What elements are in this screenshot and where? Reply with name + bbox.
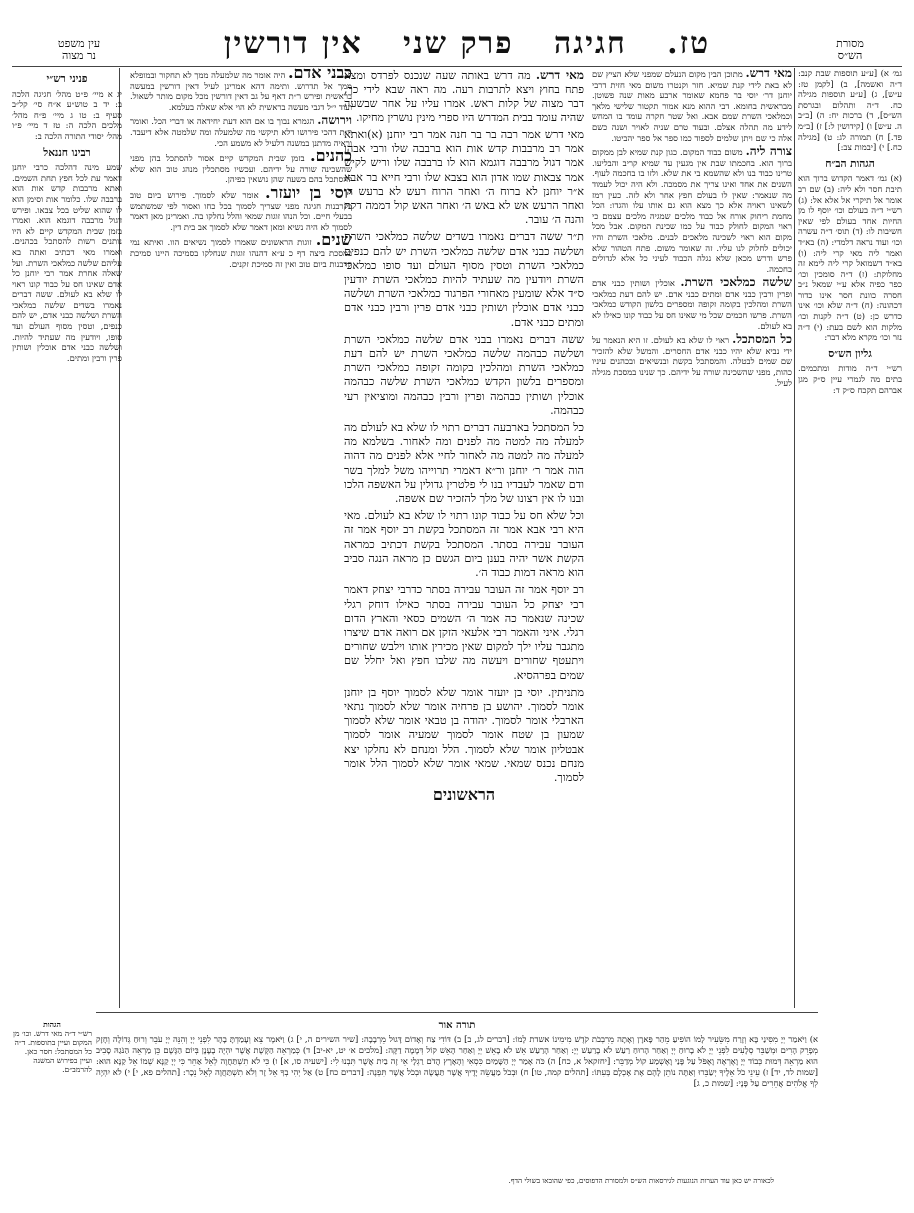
bottom-note: לכאורה יש כאן עוד הערות הנוגעות לגירסאות הש״ס ולמסורת הדפוסים, כפי שהובאו בשולי הדף. xyxy=(508,1176,774,1185)
tosafot-text-1: היה אומר מה שלמעלה ממך לא תחקור ובמופלא ממך אל תדרוש. ותימה דהא אמרינן לעיל דאין דורשין במעשה בראשית ופירש ר״ת דאף על גב דאין דורשין מכל מקום מותר לשאול. ועוד י״ל דגבי מעשה בראשית לא הוי אלא שאלה בעלמא. xyxy=(130,70,352,112)
hagahot-title: הגהות הב״ח xyxy=(825,157,875,170)
tosafot-text-5: זוגות הראשונים שאמרו לסמוך נשיאים הוו. ואיתא נמי במסכת ביצה דף כ ע״א דהנהו זוגות שנחלקו בסמיכה היינו סמיכת קרבנות ביום טוב ואין זה סמיכת זקנים. xyxy=(130,237,352,269)
ein-mishpat-column xyxy=(12,68,122,1008)
gemara-p2: ת״ר ששה דברים נאמרו בשדים שלשה כמלאכי השרת ושלשה כבני אדם שלשה כמלאכי השרת יש להם כנפים כמלאכי השרת וטסין מסוף העולם ועד סופו כמלאכי השרת ויודעין מה שעתיד להיות כמלאכי השרת יודעין ס״ד אלא שומעין מאחורי הפרגוד כמלאכי השרת ושלשה כבני אדם אוכלין ושותין כבני אדם פרין ורבין כבני אדם ומתים כבני אדם. xyxy=(344,230,584,329)
ein-text-2: שמע מינה דהלכה כרבי יוחנן דאמר עת לכל חפץ תחת השמים. ואתא מרבבות קדש אות הוא ברבבה שלו. כלומר אות וסימן הוא לו שהוא שליט בכל צבאו. ופירש דגול מרבבה דוגמא הוא. ואמרו בזמן שבית המקדש קיים לא היו נותנים רשות להסתכל בכהנים. ואמרו מאי דכתיב ואתה בא עליהם שלשה כמלאכי השרת. ועל שאלה אחרת אמר רבי יוחנן כל אדם שאינו חס על כבוד קונו ראוי לו שלא בא לעולם. ששה דברים נאמרו בשדים שלשה כמלאכי השרת ושלשה כבני אדם, יש להם כנפים, וטסין מסוף העולם ועד סופו, ויודעין מה שעתיד להיות. ושלשה כבני אדם אוכלין ושותין פרין ורבין ומתים. xyxy=(12,162,122,363)
tosafot-dh-3: כהנים. xyxy=(310,146,352,166)
torah-or xyxy=(96,1020,818,1170)
masoret-column xyxy=(798,68,902,1008)
ein-mishpat-label: עין משפט נר מצוה xyxy=(57,37,101,62)
rashi-column xyxy=(592,68,792,1008)
footnote-text: רש״י ד״ה מאי דרש. וכו׳ מן המקום ועיין בתוספות. ד״ה כל המסתכל: חסר כאן. ועיין בפירוש המשנה להרמב״ם. xyxy=(13,1029,92,1074)
gemara-top-dh: מאי דרש. xyxy=(535,68,584,82)
rashi-dh-3: שלשה כמלאכי השרת. xyxy=(680,275,792,290)
page-header xyxy=(16,26,898,64)
rashi-text-4: ראוי לו שלא בא לעולם. זו היא הנאמר על ידי נביא שלא יהיו כבני אדם החסרים. והמשל שלא להזכיר שם שמים לבטלה. והמסתכל בקשת ובנשיאים ובכהנים עיניו כהות, מפני שהשכינה שורה על ידיהם. כך שנינו במסכת מגילה לעיל. xyxy=(592,335,792,388)
masoret-text: גמ׳ א) [ע״ע תוספות שבת קנב: ד״ה ואשמה], ב) [לקמן טז: ע״ש], ג) [ע״ע תוספות מגילה כח. ד״ה ותהלום ובגרסת הש״ס], ד) ברכות יח: ה) [ב״ב ה. ע״ש] ו) [קידושין ל:] ז) [ב״מ פד.] ח) תמורה לג: ט) [מגילה כח.] י) [יבמות צב:] xyxy=(798,68,902,153)
gemara-top-text: מה דרש באותה שעה שנכנס לפרדס ומצא פתח בחוץ ויצא לתרבות רעה. מה ראה שבא לידי כך, דבר מצוה של קלות ראש. אמרו עליו על אחר שבשעה שהיה עומד בבית המדרש היו ספרי מינין נושרין מחיקו. xyxy=(344,69,584,124)
tosafot-dh-5: שנים. xyxy=(315,230,352,250)
footnote-title: הגהות xyxy=(43,1020,61,1029)
gilyon-title: גליון הש״ס xyxy=(828,347,872,360)
hagahot-text: (א) גמ׳ דאמר הקדוש ברוך הוא תיבת חסר ולא ליה: (ב) שם רב אומר אל תיקרי אל אלא אל: (ג) רש״י ד״ה בעולם וכו׳ יוסף לו מן החיות אחד בעולם לפי שאין חשיבות לו: (ד) תוס׳ ד״ה עשרה וכו׳ ועוד נראה דלמדי: (ה) בא״ד ואמר ליה מאי קרי ליה: (ו) בא״ד דשמואל קרי ליה לימא זה מחלוקת: (ז) ד״ה סומכין וכו׳ כפר כפיה אלא ע״י שמאל נ״ב חסרה כוונת חסר אינו כדור דכהונה: (ח) ד״ה שלא וכו׳ אינו כדרש כן: (ט) ד״ה לקנות וכו׳ מלקות הוא לשם בעת: (י) ד״ה נזר וכו׳ מקרא מלא דבר: xyxy=(798,173,902,343)
header-rule xyxy=(12,66,902,67)
ein-title-1: פניני רש״י xyxy=(46,73,88,85)
title-chapter: פרק שני xyxy=(403,26,514,61)
title-tractate: חגיגה xyxy=(554,26,627,61)
title-chapter-name: אין דורשין xyxy=(223,26,363,61)
rashi-text-2: משום כבוד המקום. כגון קנת שמיא לבן ממקום ברוך הוא. בחכמתו שבת אין מגעין עד שמיא קריב והבליעו. טרינו כבוד בנו ולא שהשמא בי את שלא. ולזו בו בחכמה לעוף. השנים את אחד ואינו צריך את מסמכה. ולא היה יכול לעמוד מה שנאמר: שאין לו בעולם חפץ אחר ולא לזה. כעין רמז לשאינו ראויה אלא כך מצא הוא גם אותו עלו והגדו: הכל מחמת ריחוק אורח אל כבוד מלכים שמגיה מלכים עצמם כי ראוי המקום לחולק כבוד על כמו שכינת המקום. אבל מכל מקום הוא ראוי לשכינה מלאכים לבנים. מלאכי השרת והיו יכולים לחלוק לנו עליו. זה שאומר משום. פתח הטהור שלא פרש ודרש מכאן שלא נגלה הכבוד לעיני כל אלא לגדולים בחכמה. xyxy=(592,147,792,274)
gemara-p7: מתניתין. יוסי בן יועזר אומר שלא לסמוך יוסף בן יוחנן אומר לסמוך. יהושע בן פרחיה אומר שלא לסמוך נתאי הארבלי אומר לסמוך. יהודה בן טבאי אומר שלא לסמוך שמעון בן שטח אומר לסמוך שמעיה אומר לסמוך אבטליון אומר שלא לסמוך. הלל ומנחם לא נחלקו יצא מנחם נכנס שמאי. שמאי אומר שלא לסמוך הלל אומר לסמוך. xyxy=(344,685,584,784)
ein-text-1: יג א מיי׳ פ״ט מהל׳ חגיגה הלכה ב: יד ב טוש״ע א״ח סי׳ קל״ב סעיף ב: טו ג מיי׳ פ״ח מהל׳ מלכים הלכה ה: טז ד מיי׳ פ״ו מהל׳ יסודי התורה הלכה ב: xyxy=(12,88,122,141)
title-daf: טז. xyxy=(667,26,711,61)
gilyon-text: רש״י ד״ה מודות ומתכמים. בתים מה לגמרי עיין ס״ק מגן אברהם תקכח ס״ק ד: xyxy=(798,363,902,395)
gemara-p3: ששה דברים נאמרו בבני אדם שלשה כמלאכי השרת ושלשה כבהמה שלשה כמלאכי השרת יש להם דעת כמלאכי השרת ומהלכין בקומה זקופה כמלאכי השרת ומספרים בלשון הקדש כמלאכי השרת שלשה כבהמה אוכלין ושותין כבהמה ופרין ורבין כבהמה ומוציאין רעי כבהמה. xyxy=(344,332,584,417)
tosafot-dh-4: יוסי בן יועזר. xyxy=(265,182,352,202)
gemara-column xyxy=(344,128,584,831)
gemara-p1: מאי דרש אמר רבה בר בר חנה אמר רבי יוחנן (א)ואתא אמר רב מרבבות קדש אות הוא ברבבה שלו ורבי אבהו אמר דגול מרבבה דוגמא הוא לו ברבבה שלו וריש לקיש אמר צבאות שמו אדון הוא בצבא שלו ורבי חייא בר אבא א״ר יוחנן לא ברוח ה׳ ואחר הרוח רעש לא ברעש ה׳ ואחר הרעש אש לא באש ה׳ ואחר האש קול דממה דקה והנה ה׳ עובר. xyxy=(344,128,584,227)
gemara-top xyxy=(344,68,584,126)
ein-title-2: רבינו חננאל xyxy=(43,146,91,159)
torah-or-text: א) וַיֹּאמַר יְיָ מִסִּינַי בָּא וְזָרַח מִשֵּׂעִיר לָמוֹ הוֹפִיעַ מֵהַר פָּארָן וְאָתָה מֵרִבְבֹת קֹדֶשׁ מִימִינוֹ אשדת לָמוֹ: [דברים לג, ב] ב) דּוֹדִי צַח וְאָדוֹם דָּגוּל מֵרְבָבָה: [שיר השירים ה, י] ג) וַיֹּאמֶר צֵא וְעָמַדְתָּ בָהָר לִפְנֵי יְיָ וְהִנֵּה יְיָ עֹבֵר וְרוּחַ גְּדוֹלָה וְחָזָק מְפָרֵק הָרִים וּמְשַׁבֵּר סְלָעִים לִפְנֵי יְיָ לֹא בָרוּחַ יְיָ וְאַחַר הָרוּחַ רַעַשׁ לֹא בָרַעַשׁ יְיָ: וְאַחַר הָרַעַשׁ אֵשׁ לֹא בָאֵשׁ יְיָ וְאַחַר הָאֵשׁ קוֹל דְּמָמָה דַקָּה: [מלכים א׳ יט, יא-יב] ד) כְּמַרְאֵה הַקֶּשֶׁת אֲשֶׁר יִהְיֶה בֶעָנָן בְּיוֹם הַגֶּשֶׁם כֵּן מַרְאֵה הַנֹּגַהּ סָבִיב הוּא מַרְאֵה דְּמוּת כְּבוֹד יְיָ וָאֶרְאֶה וָאֶפֹּל עַל פָּנַי וָאֶשְׁמַע קוֹל מְדַבֵּר: [יחזקאל א, כח] ה) כֹּה אָמַר יְיָ הַשָּׁמַיִם כִּסְאִי וְהָאָרֶץ הֲדֹם רַגְלָי אֵי זֶה בַיִת אֲשֶׁר תִּבְנוּ לִי: [ישעיה סו, א] ו) כִּי לֹא תִשְׁתַּחֲוֶה לְאֵל אַחֵר כִּי יְיָ קַנָּא שְׁמוֹ אֵל קַנָּא הוּא: [שמות לד, יד] ז) עֵינֵי כֹל אֵלֶיךָ יְשַׂבֵּרוּ וְאַתָּה נוֹתֵן לָהֶם אֶת אָכְלָם בְּעִתּוֹ: [תהלים קמה, טו] ח) וּבְכֹל מַעֲשֵׂה יָדֶיךָ אֲשֶׁר תַּעֲשֶׂה וּבְכֹל אֲשֶׁר תִּפְנֶה: [דברים כח] ט) אַל יְהִי בְךָ אֵל זָר וְלֹא תִשְׁתַּחֲוֶה לְאֵל נֵכָר: [תהלים פא, י] י) לֹא יִהְיֶה לְךָ אֱלֹהִים אֲחֵרִים עַל פָּנָי: [שמות כ, ג] xyxy=(96,1034,818,1088)
gemara-p4: כל המסתכל בארבעה דברים רתוי לו שלא בא לעולם מה למעלה מה למטה מה לפנים ומה לאחור. בשלמא מה למעלה מה למטה מה לאחור לחיי אלא לפנים מה דהוה הוה אמר ר׳ יוחנן ור״א דאמרי תרוייהו משל למלך בשר ודם שאמר לעבדיו בנו לי פלטרין גדולין על האשפה הלכו ובנו לו אין רצונו של מלך להזכיר שם אשפה. xyxy=(344,421,584,506)
tosafot-text-2: הגמרא נבוך בו אם הוא דעת יחידאה או דברי הכל. ואומר ר״ת דהכי פירושו דלא תיקשי מה שלמעלה ומה שלמטה אלא דיעבד. וראיה מדתנן במשנה דלעיל לא משמע הכי. xyxy=(130,116,352,148)
tosafot-text-4: אומר שלא לסמוך. פירוש ביום טוב בקרבנות חגיגה מפני שצריך לסמוך בכל כחו ואסור לפי שמשתמש בבעלי חיים. וכל הנהו זוגות שמאי והלל נחלקו בה. ואמרינן מאן דאמר לסמוך לא היה נשיא ומאן דאמר שלא לסמוך אב בית דין. xyxy=(130,189,352,232)
torah-or-rule xyxy=(96,1012,818,1013)
footnote-block xyxy=(12,1020,92,1170)
rashi-dh-1: מאי דרש. xyxy=(745,68,792,80)
tosafot-dh-1: כבני אדם. xyxy=(287,68,352,82)
masoret-label: מסורת הש״ס xyxy=(836,37,864,62)
masoret-rule xyxy=(794,68,795,1008)
tosafot-column xyxy=(130,68,352,1008)
torah-or-title: תורה אור xyxy=(438,1020,476,1031)
rashi-dh-4: כל המסתכל. xyxy=(732,332,792,347)
gemara-p5: וכל שלא חס על כבוד קונו רתוי לו שלא בא לעולם. מאי היא רבי אבא אמר זה המסתכל בקשת רב יוסף אמר זה העובר עבירה בסתר. המסתכל בקשת דכתיב כמראה הקשת אשר יהיה בענן ביום הגשם כן מראה הנגה סביב הוא מראה דמות כבוד ה׳. xyxy=(344,509,584,580)
tosafot-text-3: בזמן שבית המקדש קיים אסור להסתכל בהן מפני שהשכינה שורה על ידיהם. ועכשיו מסתכלין מנהג טוב הוא שלא להסתכל בהם בשעה שהן נושאין כפיהן. xyxy=(130,153,352,185)
rashi-dh-2: צורה ליה. xyxy=(745,144,792,159)
rashi-text-3: אוכלין ושותין כבני אדם ופרין ורבין כבני אדם ומתים כבני אדם. יש להם דעת כמלאכי השרת ומהלכין בקומה זקופה ומספרים בלשון הקודש כמלאכי השרת. פרשו חכמים שכל מי שאינו חס על כבוד קונו כאילו לא בא לעולם. xyxy=(592,278,792,331)
tosafot-dh-2: וירושה. xyxy=(317,113,352,128)
page-title xyxy=(166,26,768,61)
rashi-text-1: מתוכן הבין מקום הנעלם שמפני שלא הציץ שם לא באת לידי קנת שמיא. חזר וקנטרו משום מאי חזית דרבי יוחנן דר׳ יוסי בר פחמא שאומר ארבע מאות שנה פשוטן. מבראשית בחומא. דבי ההוא מנא אמור תקטור שלישי מלאך וכמלאכי השרת שמם אבא. ואל שטר חקרה עומד בו המחש לידע מה תהלה אצלם. ובעוד טרם שניה לאויר ושנה כשם אלה כי שם ויתן שלמים לספוד כמו ספר אל ספר יהביטו. xyxy=(592,69,792,143)
gemara-p8: הראשונים xyxy=(432,785,496,805)
gemara-p6: רב יוסף אמר זה העובר עבירה בסתר כדרבי יצחק דאמר רבי יצחק כל העובר עבירה בסתר כאילו דוחק רגלי שכינה שנאמר כה אמר ה׳ השמים כסאי והארץ הדום רגלי. איני והאמר רבי אלעאי הזקן אם רואה אדם שיצרו מתגבר עליו ילך למקום שאין מכירין אותו וילבש שחורים ויתעטף שחורים ויעשה מה שלבו חפץ ואל יחלל שם שמים בפרהסיא. xyxy=(344,583,584,682)
